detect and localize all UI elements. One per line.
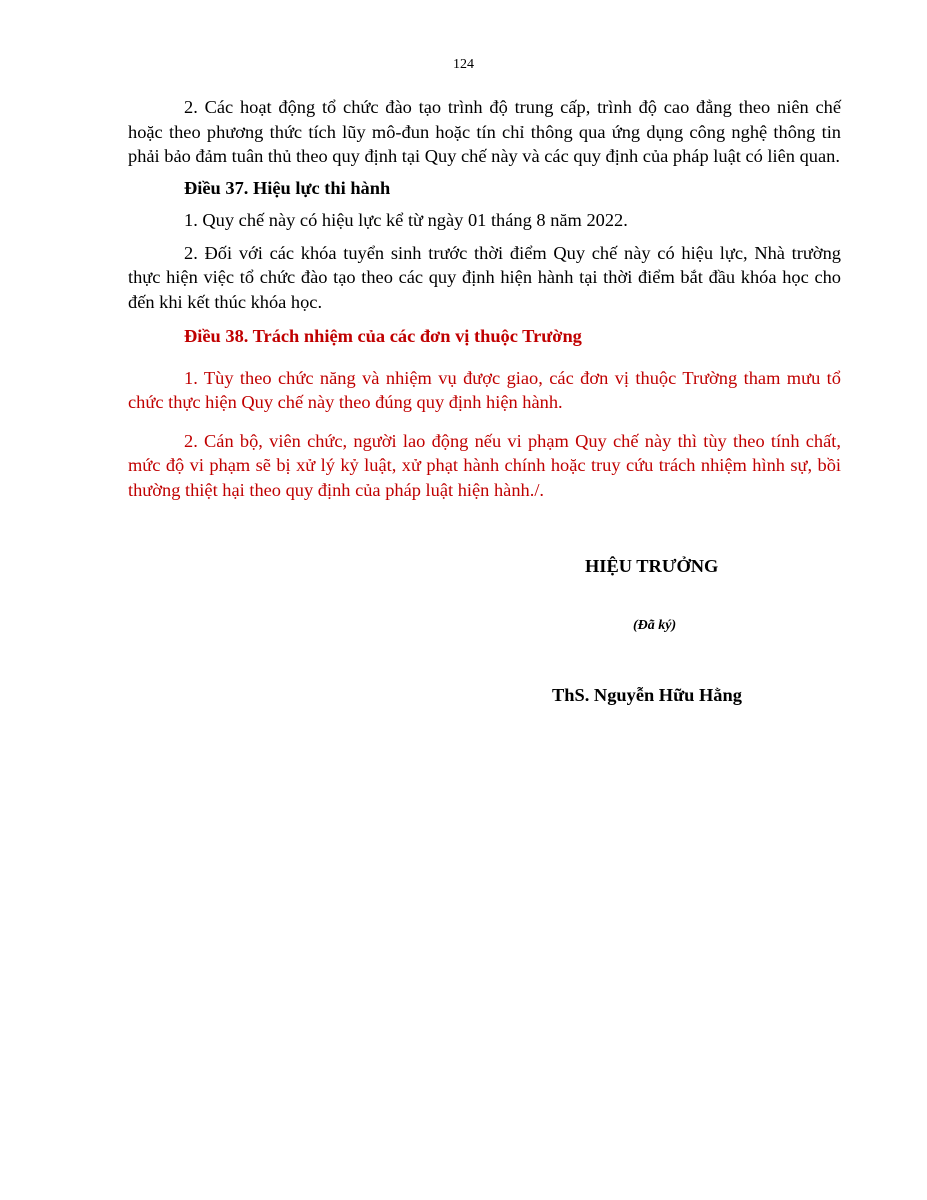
article-37-heading: Điều 37. Hiệu lực thi hành: [184, 177, 391, 198]
signature-signed-note: (Đã ký): [633, 618, 677, 633]
article-38-clause-2: 2. Cán bộ, viên chức, người lao động nếu vi phạm Quy chế này thì tùy theo tính chất, mức độ vi phạm sẽ bị xử lý kỷ luật, xử phạt hành chính hoặc truy cứu trách nhiệm hình sự, bồi thường thiệt hại theo quy định của pháp luật hiện hành./.: [128, 430, 841, 500]
page-number: 124: [453, 57, 474, 72]
document-body: [128, 95, 841, 502]
article-38-heading: Điều 38. Trách nhiệm của các đơn vị thuộc Trường: [184, 326, 582, 346]
article-37-clause-2: 2. Đối với các khóa tuyển sinh trước thời điểm Quy chế này có hiệu lực, Nhà trường thực hiện việc tổ chức đào tạo theo các quy định hiện hành tại thời điểm bắt đầu khóa học cho đến khi kết thúc khóa học.: [128, 242, 841, 312]
signature-name: ThS. Nguyễn Hữu Hằng: [552, 685, 742, 705]
signature-title: HIỆU TRƯỞNG: [585, 556, 719, 576]
article-38-clause-1: 1. Tùy theo chức năng và nhiệm vụ được giao, các đơn vị thuộc Trường tham mưu tổ chức thực hiện Quy chế này theo đúng quy định hiện hành.: [128, 367, 841, 412]
article-37-clause-1: 1. Quy chế này có hiệu lực kể từ ngày 01 tháng 8 năm 2022.: [184, 210, 628, 230]
paragraph-intro: 2. Các hoạt động tổ chức đào tạo trình độ trung cấp, trình độ cao đẳng theo niên chế hoặc theo phương thức tích lũy mô-đun hoặc tín chỉ thông qua ứng dụng công nghệ thông tin phải bảo đảm tuân thủ theo quy định tại Quy chế này và các quy định của pháp luật có liên quan.: [128, 97, 841, 166]
